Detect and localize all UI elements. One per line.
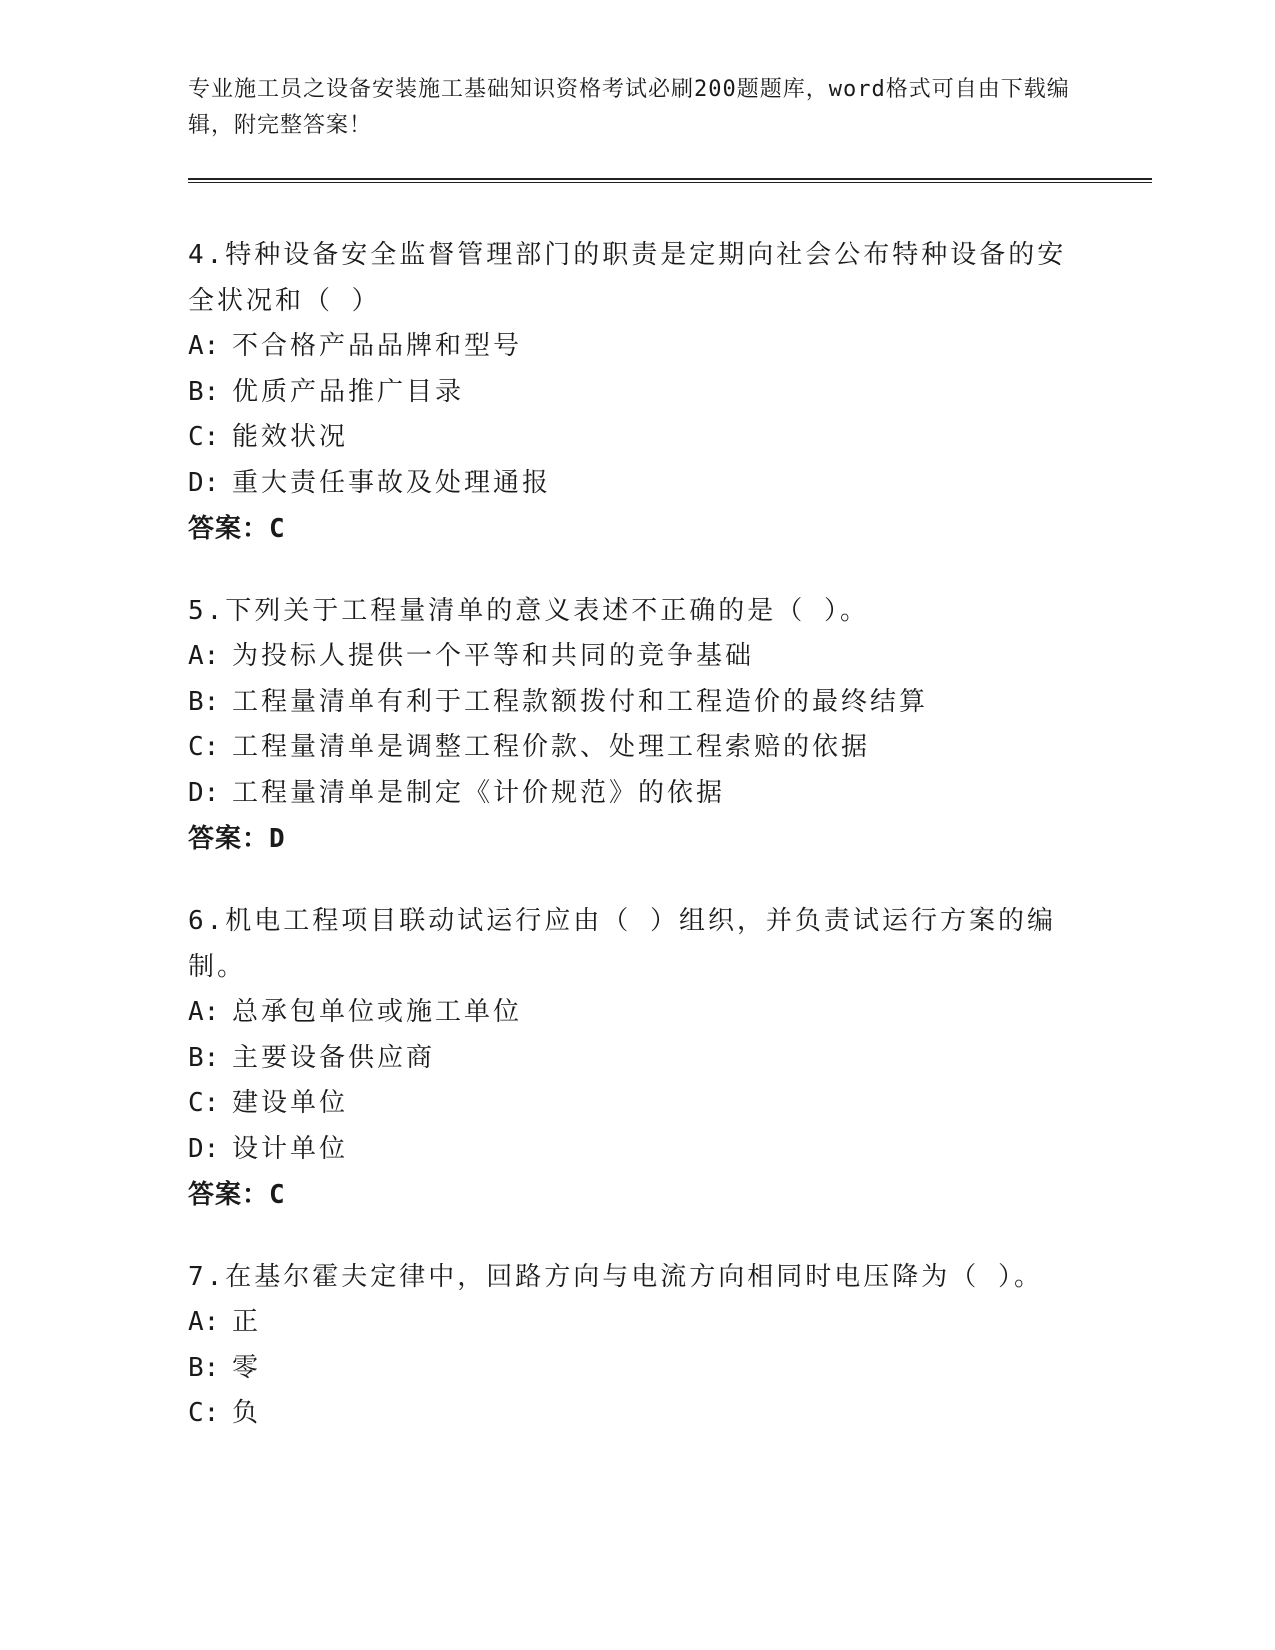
option-c: [188, 415, 1088, 461]
question-7: [188, 1254, 1088, 1437]
option-letter: C:: [188, 1398, 220, 1428]
option-text: 设计单位: [232, 1133, 349, 1164]
option-letter: C:: [188, 1088, 220, 1118]
question-5: [188, 588, 1088, 862]
option-text: 主要设备供应商: [232, 1042, 436, 1073]
option-c: [188, 1391, 1088, 1437]
answer-line: 答案：C: [188, 514, 286, 544]
question-6: [188, 898, 1088, 1218]
option-letter: D:: [188, 1133, 220, 1164]
option-letter: B:: [188, 1352, 220, 1383]
option-text: 建设单位: [232, 1088, 349, 1118]
option-text: 总承包单位或施工单位: [232, 997, 523, 1027]
option-text: 重大责任事故及处理通报: [232, 467, 552, 498]
option-text: 工程量清单是调整工程价款、处理工程索赔的依据: [232, 732, 871, 762]
option-a: [188, 990, 1088, 1036]
answer-line: 答案：C: [188, 1180, 286, 1210]
option-text: 能效状况: [232, 422, 349, 452]
option-b: [188, 1036, 1088, 1082]
option-a: [188, 634, 1088, 680]
option-text: 正: [232, 1307, 262, 1337]
option-letter: C:: [188, 732, 220, 762]
option-d: [188, 461, 1088, 507]
question-list: [188, 232, 1088, 1473]
option-text: 工程量清单有利于工程款额拨付和工程造价的最终结算: [232, 686, 929, 717]
option-letter: A:: [188, 997, 220, 1027]
option-d: [188, 1127, 1088, 1173]
option-d: [188, 771, 1088, 817]
option-letter: A:: [188, 641, 220, 671]
option-text: 为投标人提供一个平等和共同的竞争基础: [232, 641, 755, 671]
option-a: [188, 324, 1088, 370]
option-a: [188, 1300, 1088, 1346]
option-c: [188, 725, 1088, 771]
option-text: 优质产品推广目录: [232, 376, 465, 407]
question-stem: 5.下列关于工程量清单的意义表述不正确的是（ ）。: [188, 596, 869, 626]
option-letter: A:: [188, 331, 220, 361]
question-stem: 6.机电工程项目联动试运行应由（ ）组织，并负责试运行方案的编制。: [188, 906, 1056, 982]
option-b: [188, 1346, 1088, 1392]
answer-line: 答案：D: [188, 824, 286, 854]
option-letter: B:: [188, 686, 220, 717]
option-letter: C:: [188, 422, 220, 452]
option-letter: A:: [188, 1307, 220, 1337]
option-text: 不合格产品品牌和型号: [232, 331, 523, 361]
option-text: 工程量清单是制定《计价规范》的依据: [232, 777, 726, 808]
option-letter: D:: [188, 777, 220, 808]
header-divider: [188, 178, 1152, 180]
option-text: 负: [232, 1398, 262, 1428]
question-stem: 7.在基尔霍夫定律中，回路方向与电流方向相同时电压降为（ ）。: [188, 1262, 1043, 1292]
question-4: [188, 232, 1088, 552]
option-b: [188, 680, 1088, 726]
option-text: 零: [232, 1352, 262, 1383]
option-letter: B:: [188, 1042, 220, 1073]
header-divider-thin: [188, 182, 1152, 183]
option-c: [188, 1081, 1088, 1127]
document-header: 专业施工员之设备安装施工基础知识资格考试必刷200题题库，word格式可自由下载编辑，附完整答案！: [188, 77, 1070, 138]
option-b: [188, 370, 1088, 416]
question-stem: 4.特种设备安全监督管理部门的职责是定期向社会公布特种设备的安全状况和（ ）: [188, 240, 1067, 316]
option-letter: B:: [188, 376, 220, 407]
option-letter: D:: [188, 467, 220, 498]
